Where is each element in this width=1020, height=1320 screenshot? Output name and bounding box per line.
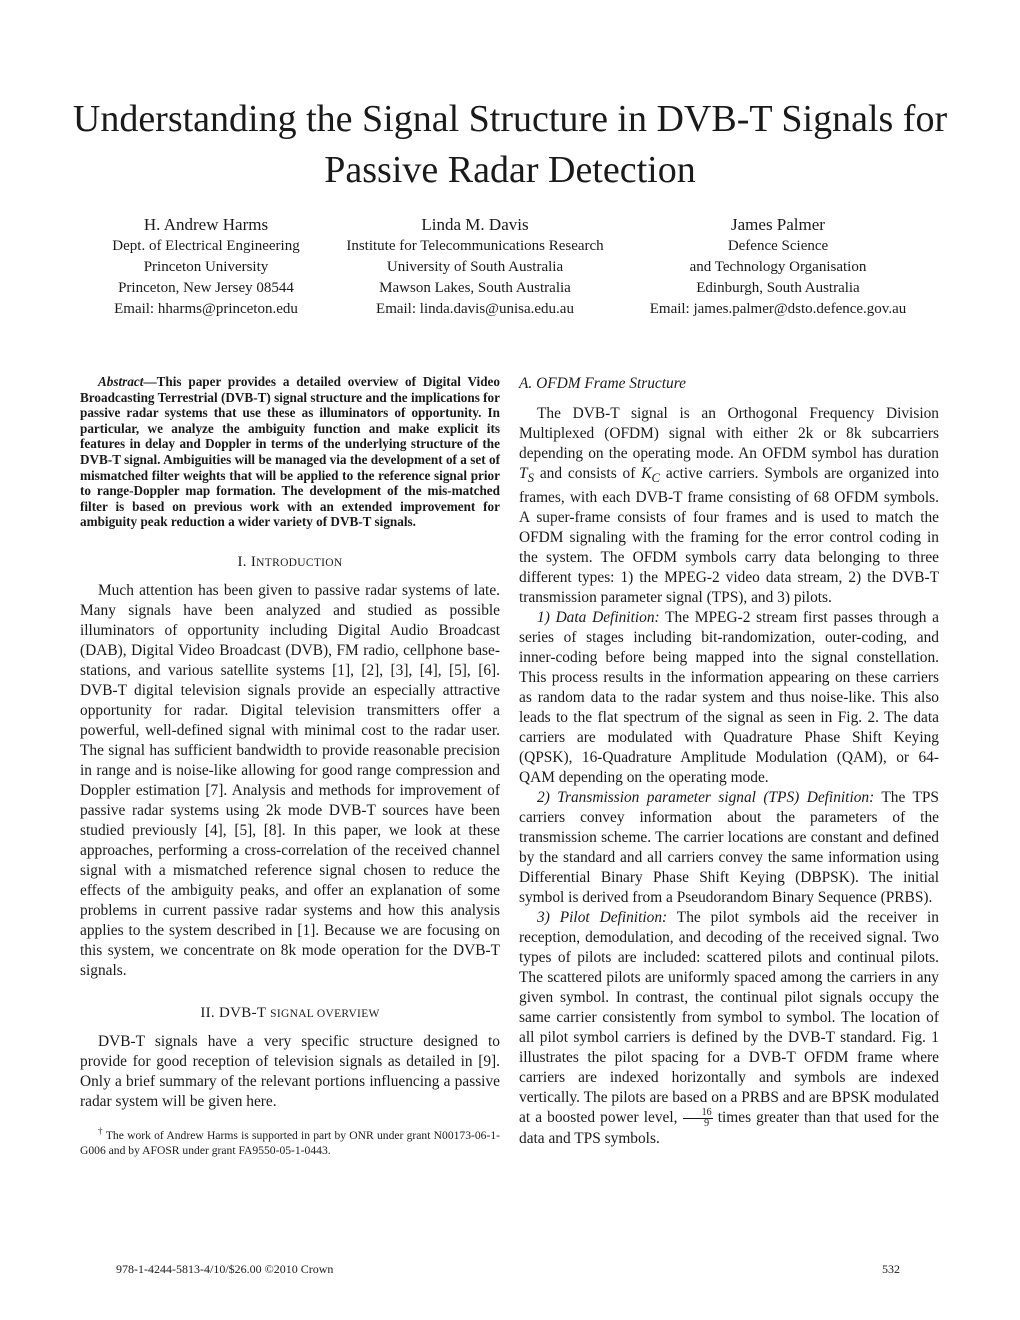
author-name: Linda M. Davis xyxy=(421,215,529,234)
author-email: Email: linda.davis@unisa.edu.au xyxy=(376,301,574,317)
intro-paragraph: Much attention has been given to passive radar systems of late. Many signals have been analyzed and studied as possible illuminators of opportunity including Digital Audio Broadcast (DAB), Digital Video Broadcast (DVB), FM radio, cellphone base-stations, and various satellite systems [1], [2], [3], [4], [5], [6]. DVB-T digital television signals provide an especially attractive opportunity for radar. Digital television transmitters offer a powerful, well-defined signal with minimal cost to the radar user. The signal has sufficient bandwidth to provide reasonable precision in range and is noise-like allowing for good range compression and Doppler estimation [7]. Analysis and methods for improvement of passive radar systems using 2k mode DVB-T sources have been studied previously [4], [5], [8]. In this paper, we look at these approaches, performing a cross-correlation of the received channel signal with a mismatched reference signal chosen to reduce the effects of the ambiguity peaks, and offer an explanation of some problems in current passive radar systems and how this analysis applies to the system described in [1]. Because we are focusing on this system, we concentrate on 8k mode operation for the DVB-T signals. xyxy=(80,581,500,979)
author-name: H. Andrew Harms xyxy=(143,215,269,234)
author-email: Email: hharms@princeton.edu xyxy=(114,301,298,317)
left-column xyxy=(80,374,500,1158)
footnote xyxy=(80,1124,500,1158)
active-carriers-kc: $K_C$ xyxy=(641,465,661,486)
author-affiliation: Dept. of Electrical Engineering xyxy=(112,238,300,254)
power-boost-fraction: $\frac{16}{9}$ xyxy=(683,1108,713,1129)
paragraph-title: 3) Pilot Definition: xyxy=(537,909,668,927)
abstract-text: —This paper provides a detailed overview of Digital Video Broadcasting Terrestrial (DVB-T) signal structure and the implications for passive radar systems that use these as illuminators of opportunity. In particular, we analyze the ambiguity function and make explicit its features in delay and Doppler in terms of the underlying structure of the DVB-T signal. Ambiguities will be managed via the development of a set of mismatched filter weights that will be applied to the reference signal prior to range-Doppler map formation. The development of the mis-matched filter is based on previous work with an extended improvement for ambiguity peak reduction a wider variety of DVB-T signals. xyxy=(80,374,500,530)
author-affiliation: and Technology Organisation xyxy=(689,259,867,275)
author-address: Princeton, New Jersey 08544 xyxy=(118,280,294,296)
author-affiliation: Princeton University xyxy=(143,259,269,275)
pilot-definition-paragraph: 3) Pilot Definition: The pilot symbols aid the receiver in reception, demodulation, and decoding of the received signal. Two types of pilots are included: scattered pilots and continual pilots. The scattered pilots are uniformly spaced among the carriers in any given symbol. In contrast, the continual pilot signals occupy the same carrier consistently from symbol to symbol. The location of all pilot symbol carriers is defined by the DVB-T standard. Fig. 1 illustrates the pilot spacing for a DVB-T OFDM frame where carriers are indexed horizontally and symbols are indexed vertically. The pilots are based on a PRBS and are BPSK modulated at a boosted power level, $\frac{16}{9}$ times greater than that used for the data and TPS symbols. xyxy=(519,909,939,1148)
subsection-heading: A. OFDM Frame Structure xyxy=(519,375,686,392)
author-3 xyxy=(628,214,928,320)
author-affiliation: Institute for Telecommunications Research xyxy=(346,238,604,254)
section-heading-introduction: I. INTRODUCTION xyxy=(237,553,343,570)
author-2 xyxy=(332,214,618,320)
footnote-text: The work of Andrew Harms is supported in part by ONR under grant N00173-06-1-G006 and by AFOSR under grant FA9550-05-1-0443. xyxy=(80,1128,500,1157)
symbol-duration-ts: $T_S$ xyxy=(519,465,534,486)
author-email: Email: james.palmer@dsto.defence.gov.au xyxy=(649,301,907,317)
author-1 xyxy=(80,214,332,320)
tps-definition-paragraph: 2) Transmission parameter signal (TPS) Definition: The TPS carriers convey information about the parameters of the transmission scheme. The carrier locations are constant and defined by the standard and all carriers convey the same information using Differential Binary Phase Shift Keying (DBPSK). The initial symbol is derived from a Pseudorandom Binary Sequence (PRBS). xyxy=(519,789,939,907)
abstract-label: Abstract xyxy=(98,374,144,389)
author-address: Mawson Lakes, South Australia xyxy=(379,280,571,296)
ofdm-paragraph: The DVB-T signal is an Orthogonal Frequency Division Multiplexed (OFDM) signal with either 2k or 8k subcarriers depending on the operating mode. An OFDM symbol has duration $T_S$ and consists of $K_C$ active carriers. Symbols are organized into frames, with each DVB-T frame consisting of 68 OFDM symbols. A super-frame consists of four frames and is used to match the OFDM signaling with the framing for the error control coding in the system. The OFDM symbols carry data belonging to three different types: 1) the MPEG-2 video data stream, 2) the DVB-T transmission parameter signal (TPS), and 3) pilots. xyxy=(519,405,939,607)
author-affiliation: Defence Science xyxy=(727,238,829,254)
right-column xyxy=(519,374,939,1149)
paper-title: Understanding the Signal Structure in DVB-T Signals for Passive Radar Detection xyxy=(72,98,948,191)
author-affiliation: University of South Australia xyxy=(386,259,564,275)
abstract xyxy=(80,374,500,530)
data-definition-paragraph: 1) Data Definition: The MPEG-2 stream first passes through a series of stages including bit-randomization, outer-coding, and inner-coding before being mapped into the signal constellation. This process results in the information appearing on these carriers as random data to the radar system and thus noise-like. This also leads to the flat spectrum of the signal as seen in Fig. 2. The data carriers are modulated with Quadrature Phase Shift Keying (QPSK), 16-Quadrature Amplitude Modulation (QAM), or 64-QAM depending on the operating mode. xyxy=(519,609,940,787)
paragraph-title: 2) Transmission parameter signal (TPS) Definition: xyxy=(537,789,875,807)
author-name: James Palmer xyxy=(731,215,825,234)
overview-paragraph: DVB-T signals have a very specific structure designed to provide for good reception of television signals as detailed in [9]. Only a brief summary of the relevant portions influencing a passive radar system will be given here. xyxy=(80,1032,500,1110)
footnote-mark: † xyxy=(98,1125,103,1136)
section-heading-dvbt-overview: II. DVB-T SIGNAL OVERVIEW xyxy=(200,1004,380,1021)
page-number: 532 xyxy=(882,1262,900,1276)
copyright-footer: 978-1-4244-5813-4/10/$26.00 ©2010 Crown xyxy=(116,1262,334,1276)
author-address: Edinburgh, South Australia xyxy=(696,280,860,296)
paragraph-title: 1) Data Definition: xyxy=(537,609,660,627)
